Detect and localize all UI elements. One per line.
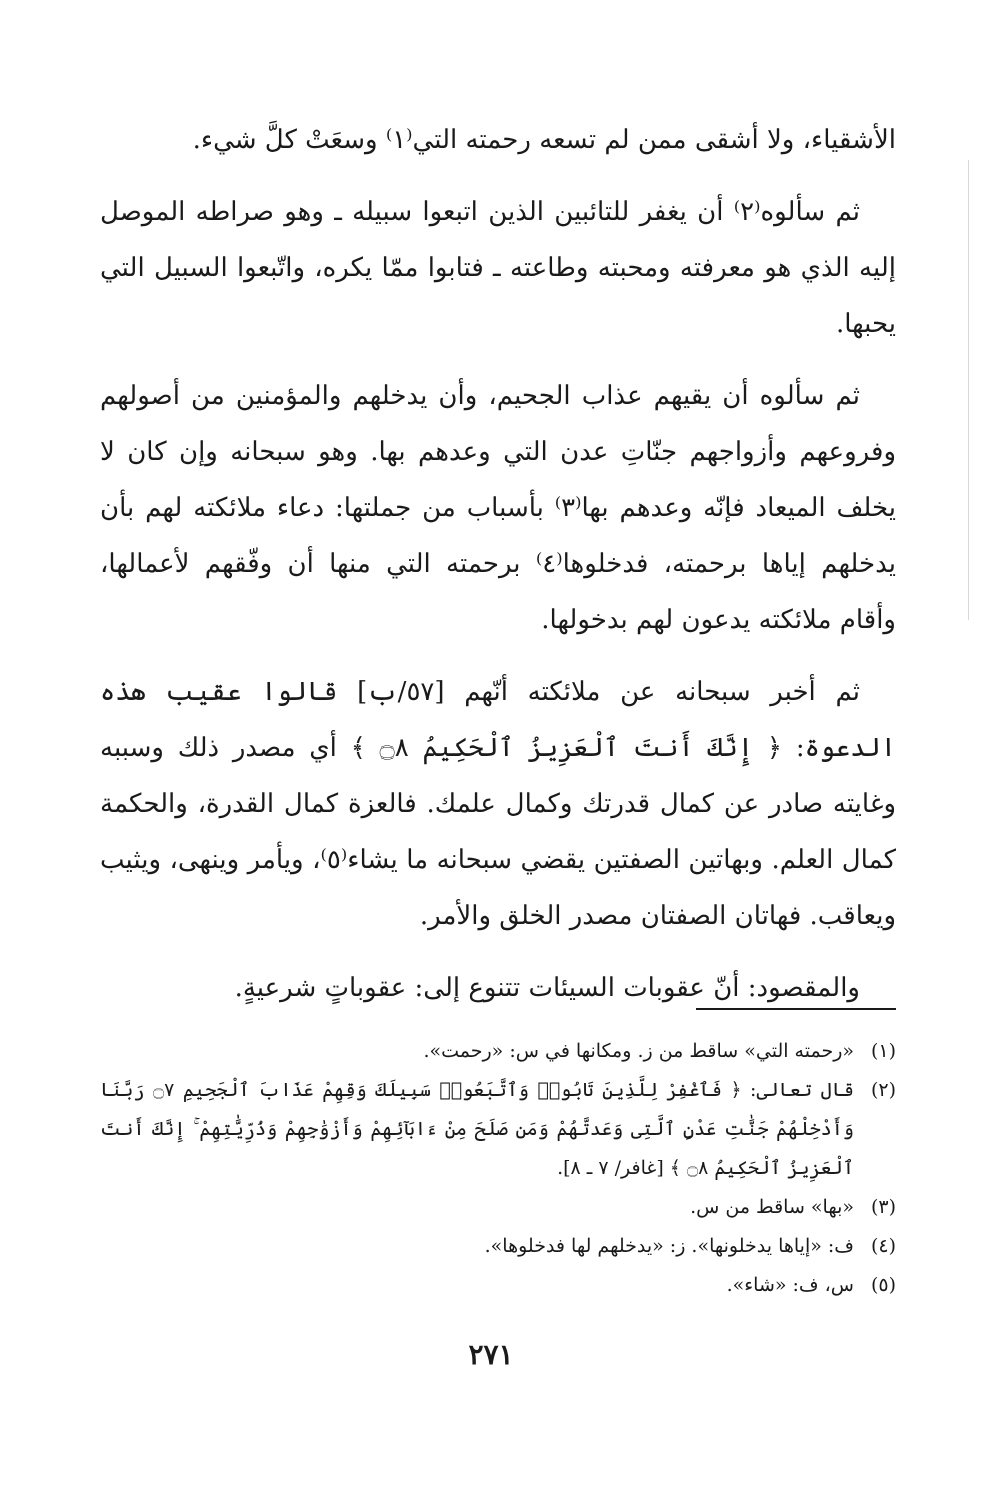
paragraph: ثم أخبر سبحانه عن ملائكته أنّهم [٥٧/ب] قالوا عقيب هذه الدعوة: ﴿ إِنَّكَ أَنتَ ٱلْعَزِيزُ ٱلْحَكِيمُ ۝٨ ﴾ أي مصدر ذلك وسببه وغايته صادر عن كمال قدرتك وكمال علمك. فالعزة كمال القدرة، والحكمة كمال العلم. وبهاتين الصفتين يقضي سبحانه ما يشاء⁽٥⁾، ويأمر وينهى، ويثيب ويعاقب. فهاتان الصفتان مصدر الخلق والأمر. [100, 677, 896, 931]
main-text [100, 112, 896, 1032]
footnote-item [100, 1071, 896, 1188]
paragraph: والمقصود: أنّ عقوبات السيئات تتنوع إلى: عقوباتٍ شرعيةٍ. [234, 973, 860, 1003]
footnote-number: (٥) [870, 1274, 896, 1296]
footnotes [100, 1032, 896, 1305]
footnote-number: (٤) [870, 1235, 896, 1257]
footnote-number: (١) [870, 1040, 896, 1062]
paragraph: ثم سألوه⁽٢⁾ أن يغفر للتائبين الذين اتبعوا سبيله ـ وهو صراطه الموصل إليه الذي هو معرفته ومحبته وطاعته ـ فتابوا ممّا يكره، واتّبعوا السبيل التي يحبها. [100, 197, 896, 339]
page-number: ٢٧١ [468, 1338, 514, 1371]
footnote-number: (٢) [870, 1079, 896, 1101]
footnote-number: (٣) [870, 1196, 896, 1218]
footnote-divider [696, 1008, 896, 1010]
paragraph: ثم سألوه أن يقيهم عذاب الجحيم، وأن يدخلهم والمؤمنين من أصولهم وفروعهم وأزواجهم جنّاتِ عدن التي وعدهم بها. وهو سبحانه وإن كان لا يخلف الميعاد فإنّه وعدهم بها⁽٣⁾ بأسباب من جملتها: دعاء ملائكته لهم بأن يدخلهم إياها برحمته، فدخلوها⁽٤⁾ برحمته التي منها أن وفّقهم لأعمالها، وأقام ملائكته يدعون لهم بدخولها. [100, 381, 897, 635]
paragraph: الأشقياء، ولا أشقى ممن لم تسعه رحمته التي⁽١⁾ وسعَتْ كلَّ شيء. [192, 125, 896, 155]
footnote-item [100, 1188, 896, 1227]
page-edge-line [968, 160, 969, 620]
footnote-text: س، ف: «شاء». [726, 1274, 854, 1296]
footnote-text: ف: «إياها يدخلونها». ز: «يدخلهم لها فدخلوها». [484, 1235, 854, 1257]
footnote-text: قال تعالى: ﴿ فَٱغْفِرْ لِلَّذِينَ تَابُوا۟ وَٱتَّبَعُوا۟ سَبِيلَكَ وَقِهِمْ عَذَابَ ٱلْجَحِيمِ ۝٧ رَبَّنَا وَأَدْخِلْهُمْ جَنَّٰتِ عَدْنٍ ٱلَّتِى وَعَدتَّهُمْ وَمَن صَلَحَ مِنْ ءَابَآئِهِمْ وَأَزْوَٰجِهِمْ وَذُرِّيَّٰتِهِمْ ۚ إِنَّكَ أَنتَ ٱلْعَزِيزُ ٱلْحَكِيمُ ۝٨ ﴾ [غافر/ ٧ ـ ٨]. [100, 1079, 854, 1179]
footnote-item [100, 1032, 896, 1071]
footnote-item [100, 1227, 896, 1266]
footnote-item [100, 1266, 896, 1305]
footnote-text: «بها» ساقط من س. [690, 1196, 854, 1218]
footnote-text: «رحمته التي» ساقط من ز. ومكانها في س: «رحمت». [423, 1040, 854, 1062]
